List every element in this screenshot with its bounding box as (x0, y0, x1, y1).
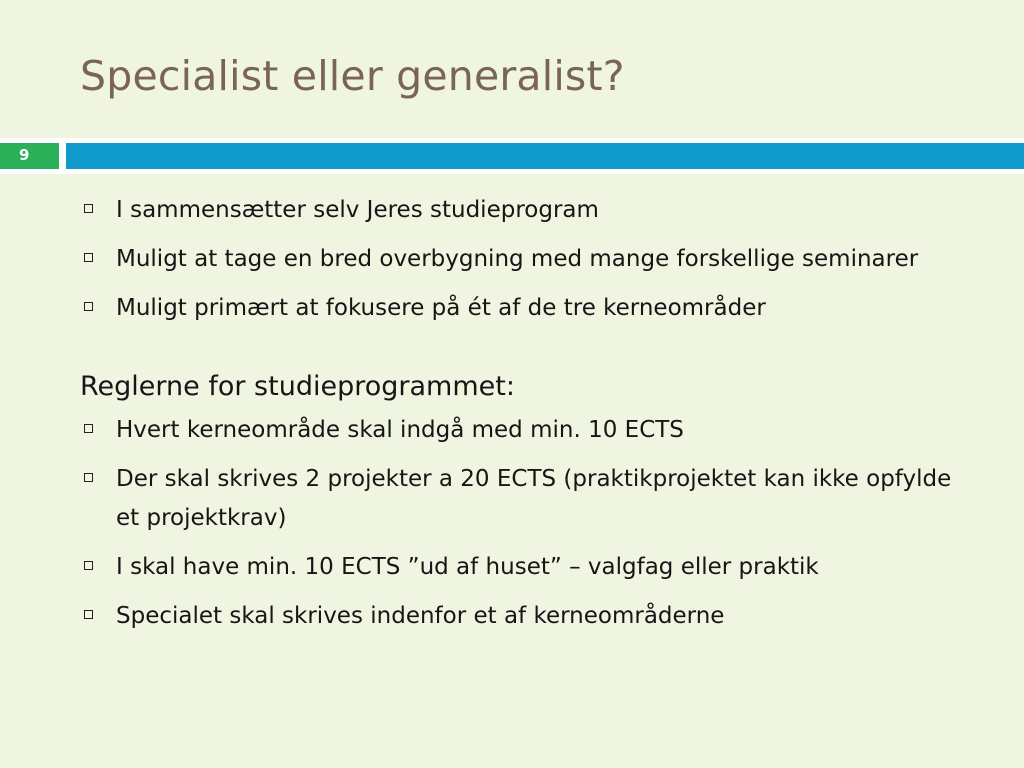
bullet-text: Specialet skal skrives indenfor et af kerneområderne (116, 603, 725, 629)
list-item (80, 411, 980, 450)
bullet-text: I sammensætter selv Jeres studieprogram (116, 197, 599, 223)
slide-content (80, 191, 980, 646)
list-item (80, 460, 980, 538)
bullet-text: Muligt primært at fokusere på ét af de tre kerneområder (116, 295, 766, 321)
slide-number-box (0, 143, 59, 169)
slide-number: 9 (19, 146, 30, 164)
accent-bar (66, 143, 1024, 169)
hollow-square-bullet-icon (84, 561, 93, 570)
hollow-square-bullet-icon (84, 204, 93, 213)
bullet-text: I skal have min. 10 ECTS ”ud af huset” – valgfag eller praktik (116, 554, 819, 580)
bullet-text: Der skal skrives 2 projekter a 20 ECTS (praktikprojektet kan ikke opfylde et projektkrav) (116, 466, 952, 531)
hollow-square-bullet-icon (84, 253, 93, 262)
list-item (80, 597, 980, 636)
list-item (80, 548, 980, 587)
list-item (80, 289, 980, 328)
hollow-square-bullet-icon (84, 473, 93, 482)
bullet-text: Muligt at tage en bred overbygning med mange forskellige seminarer (116, 246, 919, 272)
list-item (80, 240, 980, 279)
bullet-list-intro (80, 191, 980, 328)
hollow-square-bullet-icon (84, 302, 93, 311)
rules-heading: Reglerne for studieprogrammet: (80, 371, 515, 402)
bullet-list-rules (80, 411, 980, 636)
slide-title: Specialist eller generalist? (80, 52, 625, 100)
bullet-text: Hvert kerneområde skal indgå med min. 10 ECTS (116, 417, 684, 443)
hollow-square-bullet-icon (84, 610, 93, 619)
hollow-square-bullet-icon (84, 424, 93, 433)
list-item (80, 191, 980, 230)
